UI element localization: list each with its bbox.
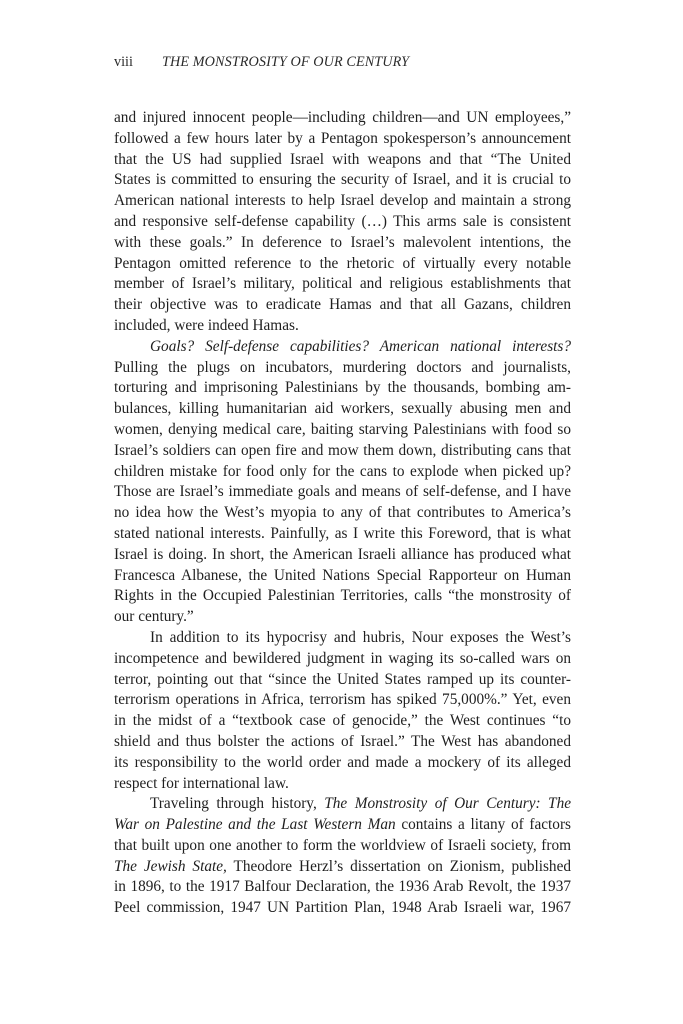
text-line: Those are Israel’s immediate goals and means of self-defense, and I have — [114, 483, 571, 501]
text-line: that built upon one another to form the worldview of Israeli society, from — [114, 836, 571, 854]
text-line: followed a few hours later by a Pentagon spokesperson’s announcement — [114, 129, 571, 147]
text-line: bulances, killing humanitarian aid workers, sexually abusing men and — [114, 400, 571, 418]
text-line: Peel commission, 1947 UN Partition Plan, 1948 Arab Israeli war, 1967 — [114, 899, 571, 917]
text-line: women, denying medical care, baiting starving Palestinians with food so — [114, 420, 571, 438]
text-line: American national interests to help Israel develop and maintain a strong — [114, 192, 571, 210]
text-line: with these goals.” In deference to Israel’s malevolent intentions, the — [114, 233, 571, 251]
book-title-italic: War on Palestine and the Last Western Man — [114, 816, 396, 834]
text-line: In addition to its hypocrisy and hubris, Nour exposes the West’s — [150, 628, 571, 646]
text-line: terror, pointing out that “since the United States ramped up its counter- — [114, 670, 571, 688]
running-title: THE MONSTROSITY OF OUR CENTURY — [162, 54, 410, 70]
text-line-mixed — [114, 794, 571, 815]
text-line-mixed — [114, 815, 571, 836]
text-line: their objective was to eradicate Hamas and that all Gazans, children — [114, 296, 571, 314]
text-line: terrorism operations in Africa, terrorism has spiked 75,000%.” Yet, even — [114, 691, 571, 709]
text-line: stated national interests. Painfully, as I write this Foreword, that is what — [114, 524, 571, 542]
text-line: our century.” — [114, 608, 194, 626]
text-roman: contains a litany of factors — [395, 816, 571, 834]
text-line: Israel’s soldiers can open fire and mow them down, distributing cans that — [114, 441, 571, 459]
book-title-italic: The Monstrosity of Our Century: The — [324, 795, 572, 813]
text-roman: Theodore Herzl’s dissertation on Zionism, published — [226, 857, 572, 875]
text-line: Rights in the Occupied Palestinian Territories, calls “the monstrosity of — [114, 587, 571, 605]
text-line: in the midst of a “textbook case of genocide,” the West continues “to — [114, 712, 571, 730]
text-roman: Traveling through history, — [150, 795, 325, 813]
text-line: and responsive self-defense capability (…) This arms sale is consistent — [114, 212, 571, 230]
text-line: its responsibility to the world order and made a mockery of its alleged — [114, 753, 571, 771]
text-line: and injured innocent people—including children—and UN employees,” — [114, 109, 571, 126]
text-line-mixed — [114, 857, 571, 878]
text-line: respect for international law. — [114, 774, 289, 792]
text-line: Israel is doing. In short, the American Israeli alliance has produced what — [114, 545, 571, 563]
text-line: incompetence and bewildered judgment in waging its so-called wars on — [114, 649, 571, 667]
body-text — [114, 108, 571, 919]
text-line: included, were indeed Hamas. — [114, 316, 299, 334]
text-line: States is committed to ensuring the security of Israel, and it is crucial to — [114, 171, 571, 189]
text-line: that the US had supplied Israel with weapons and that “The United — [114, 150, 571, 168]
page-number: viii — [114, 54, 133, 70]
text-line: Francesca Albanese, the United Nations Special Rapporteur on Human — [114, 566, 571, 584]
text-line: shield and thus bolster the actions of Israel.” The West has abandoned — [114, 732, 571, 750]
text-line: children mistake for food only for the cans to explode when picked up? — [114, 462, 571, 480]
text-line: in 1896, to the 1917 Balfour Declaration, the 1936 Arab Revolt, the 1937 — [114, 878, 571, 896]
text-line: no idea how the West’s myopia to any of that contributes to America’s — [114, 504, 571, 522]
running-head — [114, 52, 409, 72]
text-line: torturing and imprisoning Palestinians by the thousands, bombing am- — [114, 379, 571, 397]
text-line-italic: Goals? Self-defense capabilities? American national interests? — [150, 337, 571, 355]
text-line: member of Israel’s military, political and religious establishments that — [114, 275, 571, 293]
text-line: Pulling the plugs on incubators, murdering doctors and journalists, — [114, 358, 571, 376]
book-title-italic: The Jewish State, — [114, 857, 227, 875]
text-line: Pentagon omitted reference to the rhetoric of virtually every notable — [114, 254, 571, 272]
